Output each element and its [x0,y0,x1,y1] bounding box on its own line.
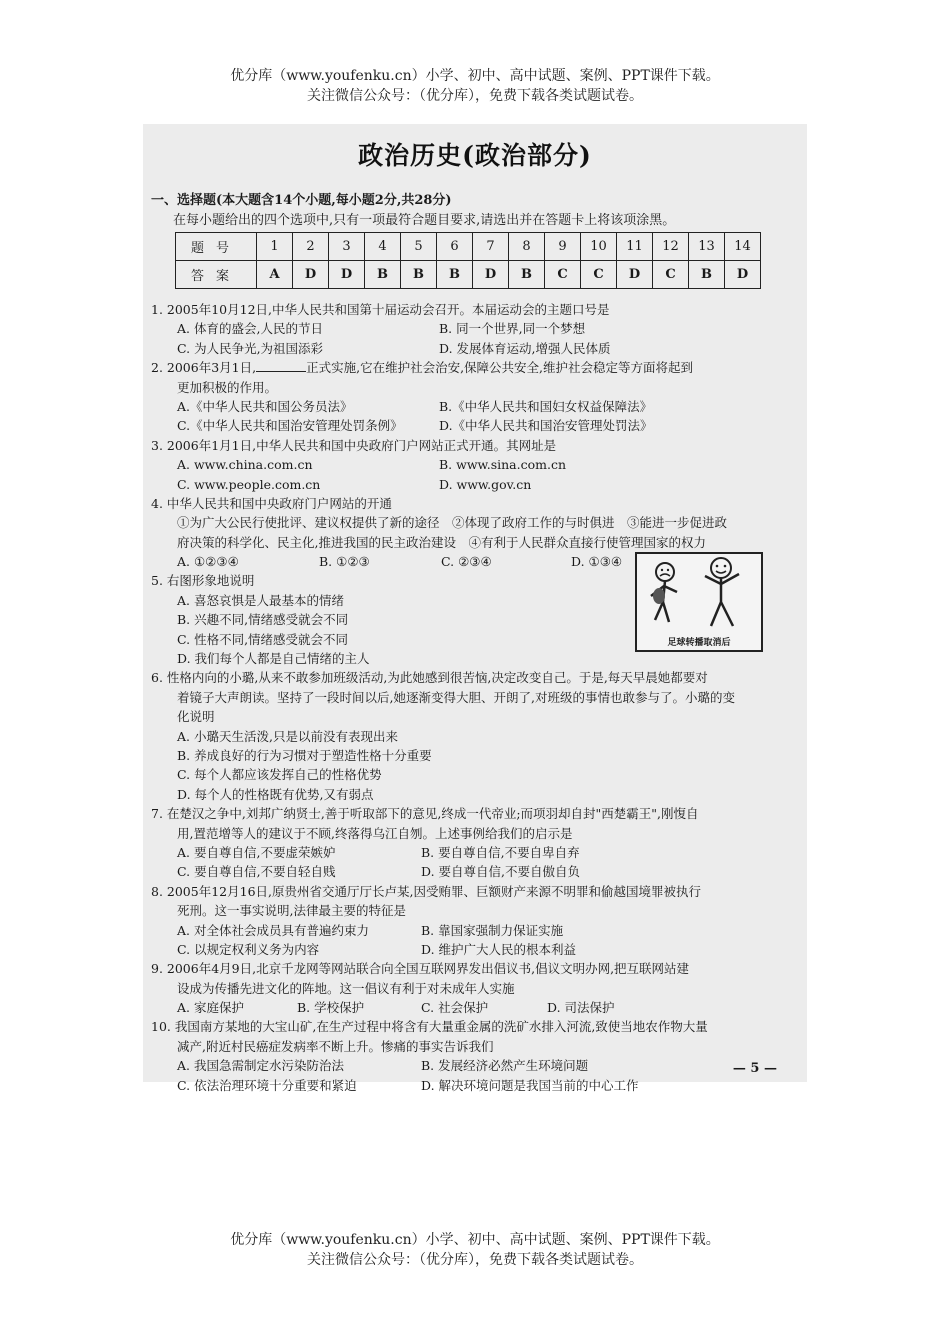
option: A. 小璐天生活泼,只是以前没有表现出来 [177,728,398,744]
option: C. 社会保护 [421,1000,489,1016]
option-row [151,397,791,416]
option: A. www.china.com.cn [177,457,313,473]
answer-cell: D [293,261,329,289]
page-footer [0,1230,950,1270]
option: C. 性格不同,情绪感受就会不同 [177,631,349,647]
option: B. 同一个世界,同一个梦想 [439,321,586,337]
option: A. 体育的盛会,人民的节日 [177,321,323,337]
answer-table [175,232,761,289]
question-stem-cont: 设成为传播先进文化的阵地。这一倡议有利于对未成年人实施 [177,980,515,996]
question-stem-cont: 减产,附近村民癌症发病率不断上升。惨痛的事实告诉我们 [177,1038,494,1054]
option: A. 我国急需制定水污染防治法 [177,1058,344,1074]
number-cell: 6 [437,233,473,261]
option: A. 要自尊自信,不要虚荣嫉妒 [177,844,336,860]
question-stem-cont: 死刑。这一事实说明,法律最主要的特征是 [177,903,406,919]
number-cell: 14 [725,233,761,261]
number-cell: 11 [617,233,653,261]
option-row [151,416,791,435]
option: D. 要自尊自信,不要自傲自负 [421,864,580,880]
stem-part: 2. 2006年3月1日, [151,360,257,376]
question-stem-cont: 更加积极的作用。 [177,379,278,395]
option-row [151,862,791,881]
option: A. 对全体社会成员具有普遍约束力 [177,922,369,938]
number-cell: 10 [581,233,617,261]
page-number: — 5 — [732,1061,777,1076]
option-row [151,1056,791,1075]
number-cell: 3 [329,233,365,261]
option-row [151,339,791,358]
answer-cell: A [257,261,293,289]
footer-line-1: 优分库（www.youfenku.cn）小学、初中、高中试题、案例、PPT课件下载。 [230,1232,720,1248]
option: A. ①②③④ [177,554,239,570]
option: C. www.people.com.cn [177,476,321,492]
page-header [0,66,950,106]
number-cell: 12 [653,233,689,261]
option: C. 依法治理环境十分重要和紧迫 [177,1077,357,1093]
question-stem: 8. 2005年12月16日,原贵州省交通厅厅长卢某,因受贿罪、巨额财产来源不明罪和偷越国境罪被执行 [151,883,701,899]
answer-cell: B [509,261,545,289]
option-row [151,998,791,1017]
option: B. 兴趣不同,情绪感受就会不同 [177,612,349,628]
option: B.《中华人民共和国妇女权益保障法》 [439,398,653,414]
question-stem-cont: 化说明 [177,709,215,725]
answer-cell: B [365,261,401,289]
statement-line: 府决策的科学化、民主化,推进我国的民主政治建设 ④有利于人民群众直接行使管理国家的权力 [177,534,706,550]
option: A. 喜怒哀惧是人最基本的情绪 [177,592,344,608]
option: B. 发展经济必然产生环境问题 [421,1058,589,1074]
question-stem: 1. 2005年10月12日,中华人民共和国第十届运动会召开。本届运动会的主题口号是 [151,302,610,317]
option: A.《中华人民共和国公务员法》 [177,398,353,414]
stem-part: 正式实施,它在维护社会治安,保障公共安全,维护社会稳定等方面将起到 [306,360,694,376]
option-row [151,455,791,474]
option-row [151,475,791,494]
answer-cell: C [653,261,689,289]
statement-line: ①为广大公民行使批评、建议权提供了新的途径 ②体现了政府工作的与时俱进 ③能进一步促进政 [177,515,728,531]
answer-cell: C [581,261,617,289]
question-stem: 4. 中华人民共和国中央政府门户网站的开通 [151,495,392,511]
answer-table-answers-row [176,261,761,289]
answer-cell: D [617,261,653,289]
answer-table-numbers-row [176,233,761,261]
numbers-label: 题号 [176,233,257,261]
section-heading: 一、选择题(本大题含14个小题,每小题2分,共28分) [151,193,452,208]
question-stem: 3. 2006年1月1日,中华人民共和国中央政府门户网站正式开通。其网址是 [151,437,557,453]
option: C. ②③④ [441,554,492,570]
option: C. 每个人都应该发挥自己的性格优势 [177,767,382,783]
fill-blank [256,358,306,372]
option: D. 我们每个人都是自己情绪的主人 [177,651,370,667]
option-row [151,921,791,940]
option: D.《中华人民共和国治安管理处罚法》 [439,418,653,434]
number-cell: 13 [689,233,725,261]
answer-cell: D [329,261,365,289]
option: D. 维护广大人民的根本利益 [421,941,577,957]
option: C. 为人民争光,为祖国添彩 [177,340,324,356]
section-instruction: 在每小题给出的四个选项中,只有一项最符合题目要求,请选出并在答题卡上将该项涂黑。 [173,213,676,228]
option: D. ①③④ [571,554,623,570]
option: D. 每个人的性格既有优势,又有弱点 [177,786,374,802]
option: C. 要自尊自信,不要自轻自贱 [177,864,336,880]
question-stem: 6. 性格内向的小璐,从来不敢参加班级活动,为此她感到很苦恼,决定改变自己。于是,每天早晨她都要对 [151,670,708,686]
question-stem [151,358,791,377]
option: D. 发展体育运动,增强人民体质 [439,340,611,356]
option: D. www.gov.cn [439,476,532,492]
questions [151,300,791,1095]
option: D. 司法保护 [547,1000,615,1016]
cartoon-figures-icon [637,554,761,634]
option: A. 家庭保护 [177,1000,244,1016]
option: B. ①②③ [319,554,370,570]
question-stem: 7. 在楚汉之争中,刘邦广纳贤士,善于听取部下的意见,终成一代帝业;而项羽却自封"西楚霸王",刚愎自 [151,806,699,822]
option: C.《中华人民共和国治安管理处罚条例》 [177,418,403,434]
answer-cell: C [545,261,581,289]
option: B. 养成良好的行为习惯对于塑造性格十分重要 [177,747,432,763]
cartoon-illustration [635,552,763,652]
option: C. 以规定权利义务为内容 [177,941,320,957]
answer-cell: D [725,261,761,289]
footer-line-2: 关注微信公众号：（优分库），免费下载各类试题试卷。 [307,1252,643,1268]
option: B. 要自尊自信,不要自卑自弃 [421,844,580,860]
number-cell: 9 [545,233,581,261]
option: D. 解决环境问题是我国当前的中心工作 [421,1077,639,1093]
answer-cell: B [401,261,437,289]
option: B. 靠国家强制力保证实施 [421,922,564,938]
option: B. www.sina.com.cn [439,457,567,473]
option-row [151,940,791,959]
answer-cell: B [437,261,473,289]
cartoon-caption: 足球转播取消后 [667,638,731,648]
number-cell: 7 [473,233,509,261]
answer-cell: B [689,261,725,289]
question-stem-cont: 用,置范增等人的建议于不顾,终落得乌江自刎。上述事例给我们的启示是 [177,825,573,841]
option-row [151,319,791,338]
option: B. 学校保护 [297,1000,365,1016]
question-stem: 5. 右图形象地说明 [151,573,255,589]
question-stem: 9. 2006年4月9日,北京千龙网等网站联合向全国互联网界发出倡议书,倡议文明办网,把互联网站建 [151,961,690,977]
scanned-exam-page [143,124,807,1093]
question-stem-cont: 着镜子大声朗读。坚持了一段时间以后,她逐渐变得大胆、开朗了,对班级的事情也敢参与了。小璐的变 [177,689,735,705]
question-stem: 10. 我国南方某地的大宝山矿,在生产过程中将含有大量重金属的洗矿水排入河流,致使当地农作物大量 [151,1019,708,1035]
answer-cell: D [473,261,509,289]
number-cell: 5 [401,233,437,261]
answers-label: 答案 [176,261,257,289]
header-line-2: 关注微信公众号：（优分库），免费下载各类试题试卷。 [307,88,643,104]
option-row [151,1076,791,1095]
header-line-1: 优分库（www.youfenku.cn）小学、初中、高中试题、案例、PPT课件下载。 [230,68,720,84]
exam-title: 政治历史(政治部分) [358,141,592,170]
number-cell: 1 [257,233,293,261]
option-row [151,843,791,862]
number-cell: 8 [509,233,545,261]
number-cell: 2 [293,233,329,261]
number-cell: 4 [365,233,401,261]
